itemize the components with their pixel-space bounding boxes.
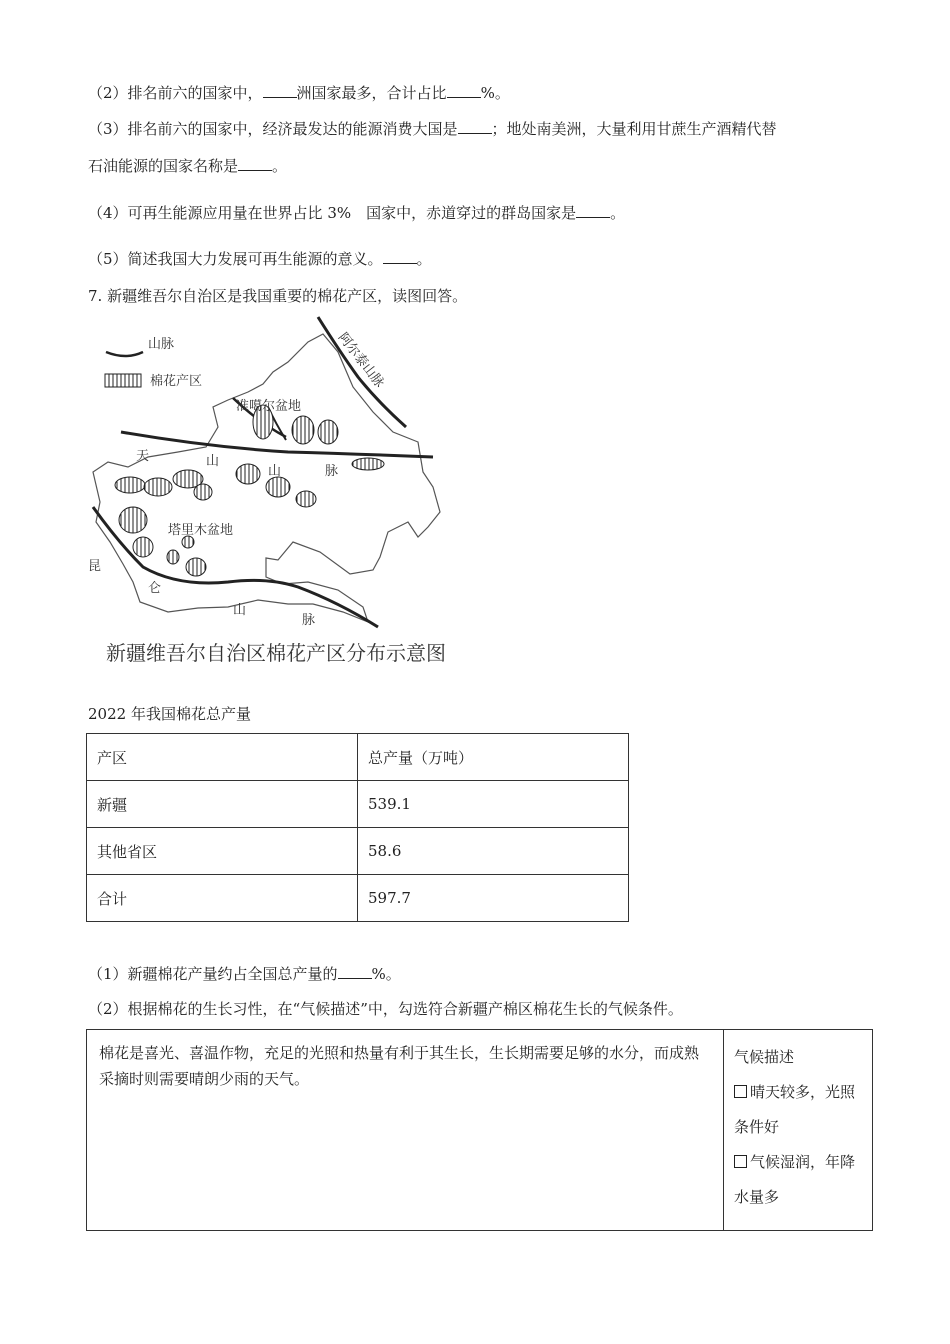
table-title: 2022 年我国棉花总产量: [88, 705, 251, 723]
xinjiang-cotton-map: [88, 312, 468, 682]
checkbox-icon[interactable]: [734, 1085, 747, 1098]
answer-blank[interactable]: [238, 156, 272, 171]
question-6-3-line1: （3）排名前六的国家中，经济最发达的能源消费大国是 ；地处南美洲，大量利用甘蔗生产酒精代替: [88, 120, 777, 138]
table-cell: 597.7: [358, 875, 629, 922]
legend-mountain-symbol: [106, 352, 143, 356]
region-outline: [93, 334, 440, 622]
table-cell: 58.6: [358, 828, 629, 875]
question-7-title: 7. 新疆维吾尔自治区是我国重要的棉花产区，读图回答。: [88, 287, 468, 305]
cotton-habit-description: 棉花是喜光、喜温作物，充足的光照和热量有利于其生长，生长期需要足够的水分，而成熟采摘时则需要晴朗少雨的天气。: [87, 1030, 724, 1231]
tianshan-label-shan2: 山: [268, 464, 282, 479]
answer-blank[interactable]: [576, 203, 610, 218]
table-cell: 其他省区: [87, 828, 358, 875]
climate-options: [724, 1030, 873, 1231]
tianshan-label-mai: 脉: [325, 464, 339, 479]
kunlun-label-kun: 昆: [88, 559, 102, 574]
answer-blank[interactable]: [263, 83, 297, 98]
altai-label: 阿尔泰山脉: [334, 330, 387, 391]
table-header-row: [87, 734, 629, 781]
climate-options-title: 气候描述: [734, 1048, 795, 1066]
cotton-production-table: [86, 733, 629, 922]
question-6-5: （5）简述我国大力发展可再生能源的意义。 。: [88, 250, 432, 268]
table-header-cell: 产区: [87, 734, 358, 781]
table-cell: 539.1: [358, 781, 629, 828]
table-row: [87, 781, 629, 828]
question-6-2: （2）排名前六的国家中， 洲国家最多，合计占比 %。: [88, 84, 510, 102]
legend-cotton-label: 棉花产区: [150, 374, 203, 389]
map-caption: 新疆维吾尔自治区棉花产区分布示意图: [106, 641, 446, 665]
table-header-cell: 总产量（万吨）: [358, 734, 629, 781]
climate-option-2[interactable]: 气候湿润，年降水量多: [734, 1153, 856, 1206]
table-row: [87, 828, 629, 875]
answer-blank[interactable]: [447, 83, 481, 98]
question-6-4: （4）可再生能源应用量在世界占比 3% 国家中，赤道穿过的群岛国家是 。: [88, 204, 626, 222]
checkbox-icon[interactable]: [734, 1155, 747, 1168]
table-row: [87, 875, 629, 922]
kunlun-label-lun: 仑: [148, 581, 162, 596]
answer-blank[interactable]: [458, 119, 492, 134]
climate-option-1[interactable]: 晴天较多，光照条件好: [734, 1083, 856, 1136]
table-cell: 新疆: [87, 781, 358, 828]
tianshan-label-shan1: 山: [206, 454, 220, 469]
kunlun-label-shan: 山: [233, 603, 247, 618]
question-7-1: （1）新疆棉花产量约占全国总产量的 %。: [88, 965, 401, 983]
table-cell: 合计: [87, 875, 358, 922]
answer-blank[interactable]: [338, 964, 372, 979]
legend-mountain-label: 山脉: [148, 337, 175, 352]
question-7-2: （2）根据棉花的生长习性，在“气候描述”中，勾选符合新疆产棉区棉花生长的气候条件。: [88, 1000, 683, 1018]
kunlun-label-mai: 脉: [302, 613, 316, 628]
cotton-areas: [115, 405, 384, 576]
climate-table: [86, 1029, 873, 1231]
legend-cotton-symbol: [105, 374, 141, 387]
question-6-3-line2: 石油能源的国家名称是 。: [88, 157, 288, 175]
answer-blank[interactable]: [383, 249, 417, 264]
tianshan-label-tian: 天: [136, 449, 150, 464]
tarim-basin-label: 塔里木盆地: [168, 523, 234, 538]
junggar-basin-label: 准噶尔盆地: [236, 399, 302, 414]
